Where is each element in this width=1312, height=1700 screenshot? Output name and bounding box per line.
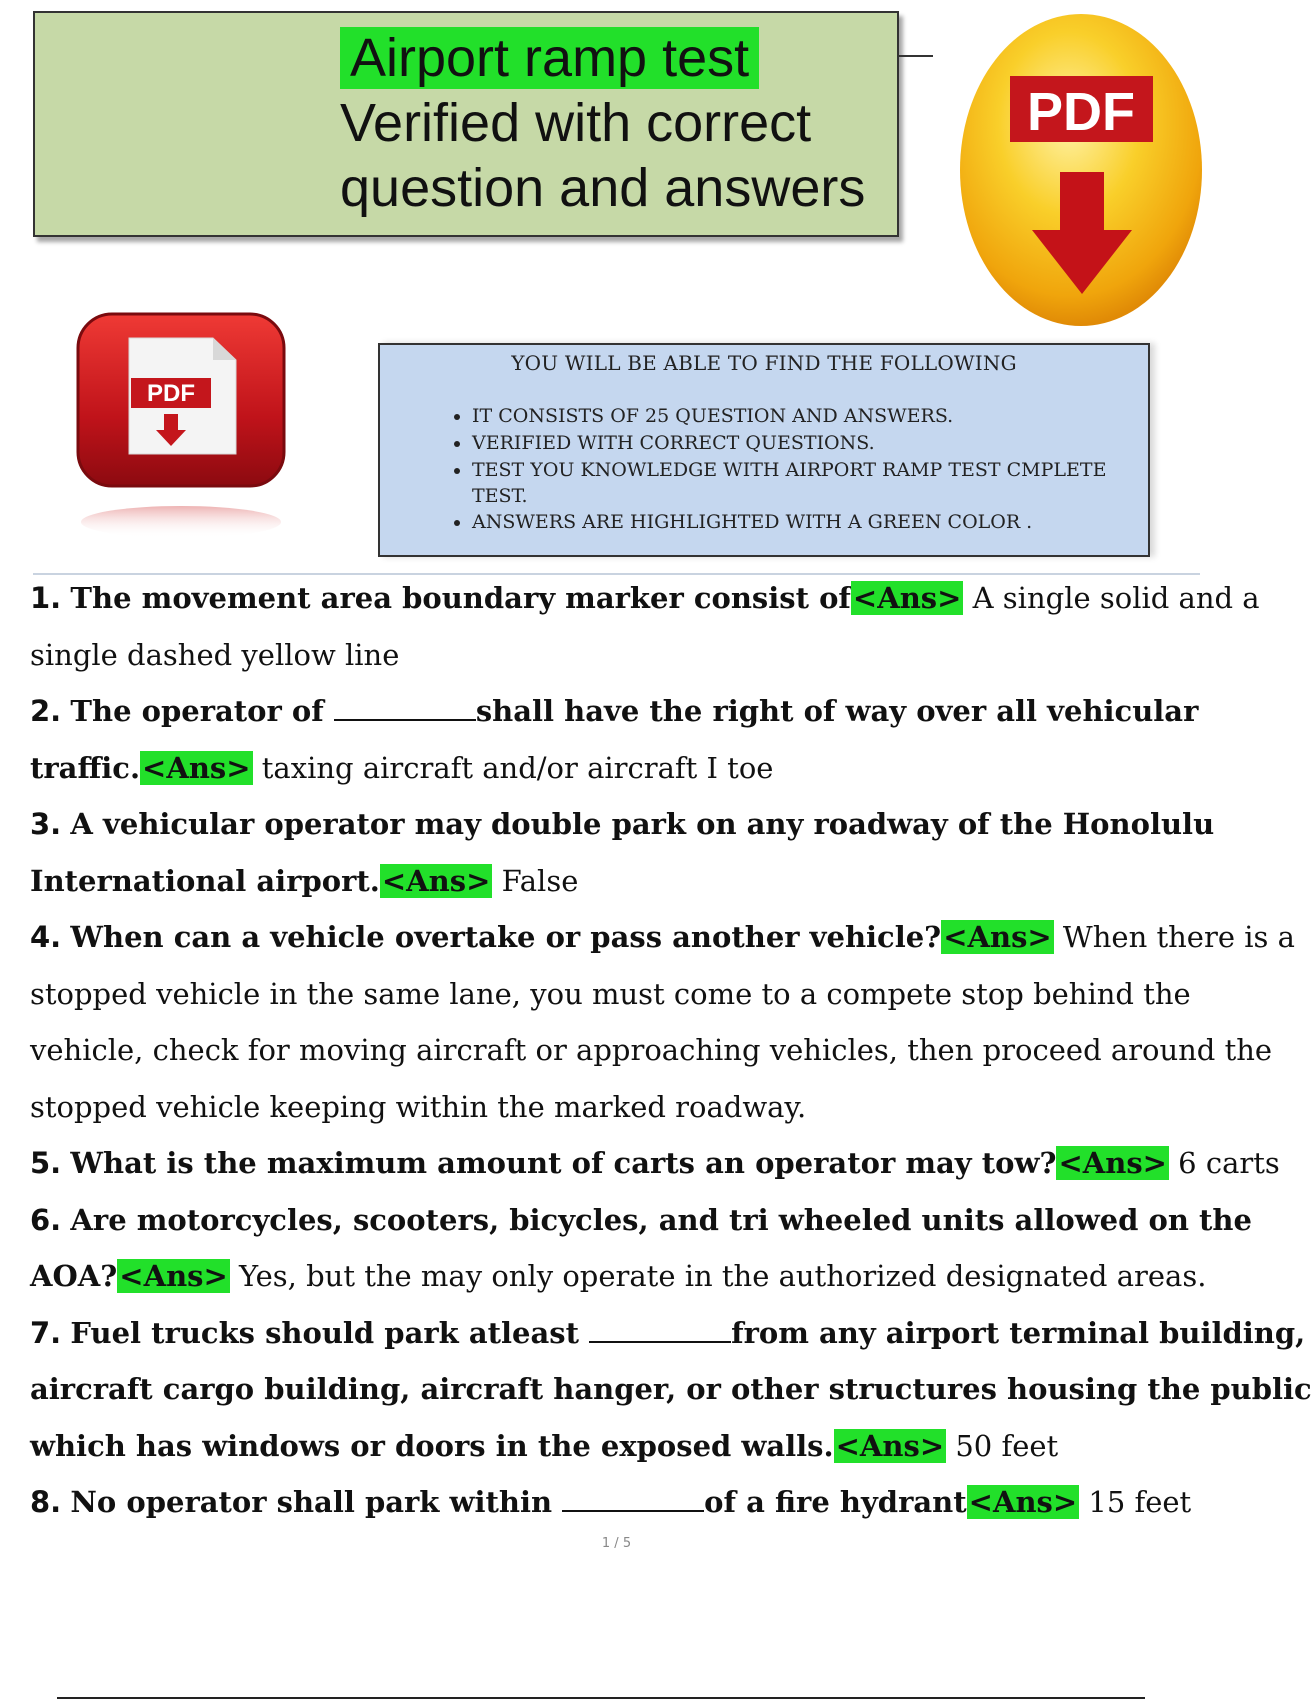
answer-blank xyxy=(334,701,476,721)
answer-text: Yes, but the may only operate in the authorized designated areas. xyxy=(229,1259,1207,1293)
question-7-cont xyxy=(30,1361,1312,1418)
answer-tag: <Ans> xyxy=(1058,1146,1167,1180)
answer-text: When there is a xyxy=(1053,920,1295,954)
pdf-badge-label: PDF xyxy=(1027,82,1135,142)
question-5 xyxy=(30,1135,1280,1192)
title-line-1: Airport ramp test xyxy=(340,27,759,89)
question-3 xyxy=(30,796,1215,853)
question-1 xyxy=(30,570,1260,627)
question-text: International airport. xyxy=(30,863,380,898)
question-number: 5. xyxy=(30,1146,62,1180)
info-list-item: • ANSWERS ARE HIGHLIGHTED WITH A GREEN COLOR . xyxy=(472,509,1112,536)
question-2-cont xyxy=(30,740,1205,797)
question-text: AOA? xyxy=(30,1259,118,1293)
info-box xyxy=(378,343,1150,557)
answer-text: stopped vehicle keeping within the marked roadway. xyxy=(30,1089,807,1124)
pdf-file-icon[interactable] xyxy=(76,312,288,538)
question-8 xyxy=(30,1474,1205,1531)
question-text: The movement area boundary marker consist of xyxy=(70,581,851,615)
question-text: The operator of xyxy=(70,694,334,728)
title-line-3: question and answers xyxy=(340,158,866,218)
answer-tag: <Ans> xyxy=(943,920,1052,954)
question-4-cont xyxy=(30,1022,1273,1079)
question-number: 6. xyxy=(30,1202,62,1237)
answer-tag: <Ans> xyxy=(381,863,491,898)
info-box-heading: YOU WILL BE ABLE TO FIND THE FOLLOWING xyxy=(511,351,1017,375)
info-box-list xyxy=(436,403,1112,536)
question-text: from any airport terminal building, xyxy=(731,1315,1306,1350)
question-number: 4. xyxy=(30,920,62,954)
question-4-cont xyxy=(30,1079,1205,1136)
question-number: 8. xyxy=(30,1485,62,1519)
answer-text: taxing aircraft and/or aircraft I toe xyxy=(252,750,774,785)
question-text: aircraft cargo building, aircraft hanger, or other structures housing the public xyxy=(30,1372,1312,1406)
page-number: 1 / 5 xyxy=(601,1536,632,1551)
question-7 xyxy=(30,1305,1306,1362)
question-4-cont xyxy=(30,966,1205,1023)
pdf-icon-label: PDF xyxy=(147,380,195,407)
question-6-cont xyxy=(30,1248,1205,1305)
question-text: which has windows or doors in the exposed walls. xyxy=(30,1428,834,1463)
answer-text: False xyxy=(492,863,579,898)
answer-text: vehicle, check for moving aircraft or approaching vehicles, then proceed around the xyxy=(30,1033,1273,1067)
answer-text: 50 feet xyxy=(946,1428,1059,1463)
question-6 xyxy=(30,1192,1252,1249)
answer-blank xyxy=(589,1323,731,1343)
pdf-orb-graphic xyxy=(960,12,1202,328)
title-line-2: Verified with correct xyxy=(340,93,812,153)
question-text: of a fire hydrant xyxy=(704,1485,967,1519)
answer-text: 6 carts xyxy=(1168,1146,1280,1180)
question-text: traffic. xyxy=(30,750,141,785)
question-text: When can a vehicle overtake or pass another vehicle? xyxy=(70,920,942,954)
question-text: What is the maximum amount of carts an operator may tow? xyxy=(70,1146,1057,1180)
answer-tag: <Ans> xyxy=(968,1485,1078,1519)
answer-tag: <Ans> xyxy=(142,750,251,785)
answer-text: single dashed yellow line xyxy=(30,637,400,672)
question-list xyxy=(30,570,1312,1531)
answer-text: A single solid and a xyxy=(963,581,1260,615)
footer-rule xyxy=(57,1697,1145,1699)
question-1-cont xyxy=(30,627,1205,684)
info-list-item: • TEST YOU KNOWLEDGE WITH AIRPORT RAMP TEST CMPLETE TEST. xyxy=(472,457,1112,509)
title-connector-line xyxy=(899,55,933,57)
answer-text: 15 feet xyxy=(1079,1485,1192,1519)
question-3-cont xyxy=(30,853,1205,910)
info-list-item: • VERIFIED WITH CORRECT QUESTIONS. xyxy=(472,430,1112,457)
answer-text: stopped vehicle in the same lane, you must come to a compete stop behind the xyxy=(30,976,1191,1011)
question-number: 2. xyxy=(30,694,62,728)
answer-tag: <Ans> xyxy=(852,581,962,615)
question-4 xyxy=(30,909,1295,966)
question-number: 7. xyxy=(30,1315,62,1350)
pdf-download-icon[interactable] xyxy=(960,12,1202,328)
answer-blank xyxy=(562,1492,704,1512)
question-7-cont xyxy=(30,1418,1205,1475)
question-2 xyxy=(30,683,1205,740)
info-list-item: • IT CONSISTS OF 25 QUESTION AND ANSWERS. xyxy=(472,403,1112,430)
question-text: Are motorcycles, scooters, bicycles, and tri wheeled units allowed on the xyxy=(70,1202,1252,1237)
answer-tag: <Ans> xyxy=(119,1259,228,1293)
question-text: shall have the right of way over all vehicular xyxy=(475,694,1199,728)
question-text: Fuel trucks should park atleast xyxy=(70,1315,590,1350)
question-number: 3. xyxy=(30,807,62,841)
answer-tag: <Ans> xyxy=(835,1428,945,1463)
pdf-square-graphic xyxy=(76,312,288,538)
question-text: No operator shall park within xyxy=(70,1485,563,1519)
question-text: A vehicular operator may double park on any roadway of the Honolulu xyxy=(70,807,1215,841)
document-title xyxy=(340,26,900,221)
question-number: 1. xyxy=(30,581,62,615)
